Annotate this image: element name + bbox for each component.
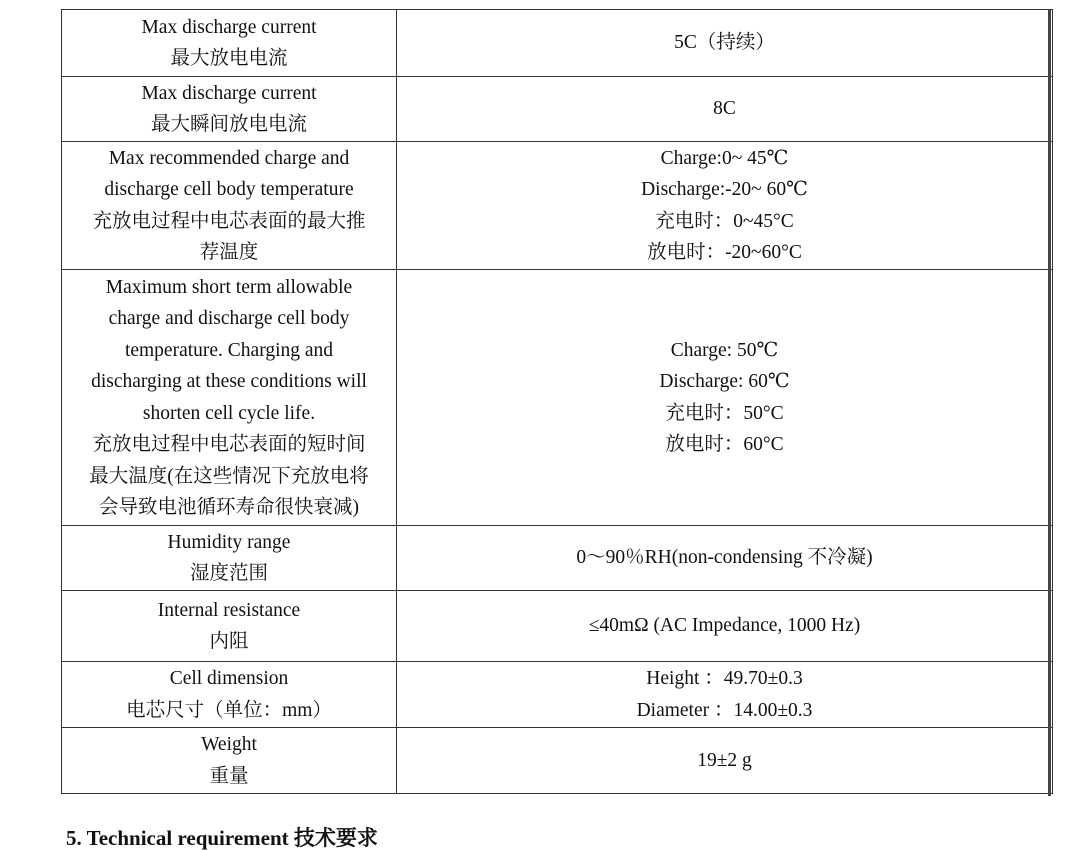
label-line: 充放电过程中电芯表面的短时间 bbox=[92, 434, 366, 455]
label-line: Maximum short term allowable bbox=[105, 276, 353, 298]
value-line: 充电时：50°C bbox=[665, 402, 784, 424]
value-line: 放电时：-20~60°C bbox=[647, 242, 802, 263]
row-max-discharge-current bbox=[62, 10, 1053, 77]
label-line: discharging at these conditions will bbox=[91, 371, 367, 392]
spec-table bbox=[61, 9, 1053, 794]
value-line: ≤40mΩ (AC Impedance, 1000 Hz) bbox=[588, 615, 861, 637]
label-line: Internal resistance bbox=[157, 599, 301, 621]
value-line: Diameter ：14.00±0.3 bbox=[636, 699, 813, 721]
label-line: Cell dimension bbox=[169, 668, 289, 689]
row-value bbox=[397, 270, 1053, 526]
value-line: 0～90％RH(non-condensing 不冷凝) bbox=[576, 547, 873, 569]
row-value bbox=[397, 591, 1053, 662]
value-line: 19±2 g bbox=[697, 749, 752, 771]
value-line: Discharge:-20~ 60℃ bbox=[641, 179, 808, 200]
row-label bbox=[62, 728, 397, 794]
label-line: Weight bbox=[201, 734, 257, 755]
row-recommended-temperature bbox=[62, 142, 1053, 270]
label-line: Max discharge current bbox=[141, 82, 317, 104]
row-label bbox=[62, 662, 397, 728]
label-line: shorten cell cycle life. bbox=[142, 402, 316, 424]
label-line: 最大放电电流 bbox=[170, 48, 288, 69]
row-short-term-temperature bbox=[62, 270, 1053, 526]
value-line: 5C（持续） bbox=[674, 32, 775, 54]
label-line: Max recommended charge and bbox=[108, 147, 350, 169]
value-line: 充电时：0~45°C bbox=[655, 210, 794, 232]
row-max-instant-discharge-current bbox=[62, 77, 1053, 142]
label-line: discharge cell body temperature bbox=[104, 179, 354, 200]
row-humidity-range bbox=[62, 526, 1053, 591]
label-line: 重量 bbox=[209, 765, 249, 787]
row-value bbox=[397, 142, 1053, 270]
row-label bbox=[62, 77, 397, 142]
row-label bbox=[62, 526, 397, 591]
row-value bbox=[397, 526, 1053, 591]
value-line: Charge:0~ 45℃ bbox=[660, 147, 789, 169]
row-internal-resistance bbox=[62, 591, 1053, 662]
label-line: 充放电过程中电芯表面的最大推 bbox=[92, 210, 366, 232]
section-heading: 5. Technical requirement 技术要求 bbox=[66, 826, 378, 850]
value-line: Charge: 50℃ bbox=[670, 339, 779, 361]
label-line: 内阻 bbox=[209, 631, 249, 652]
value-line: Discharge: 60℃ bbox=[659, 371, 790, 392]
label-line: 会导致电池循环寿命很快衰减) bbox=[99, 497, 359, 518]
row-label bbox=[62, 270, 397, 526]
row-label bbox=[62, 10, 397, 77]
label-line: 荐温度 bbox=[199, 242, 259, 263]
label-line: 最大瞬间放电电流 bbox=[150, 114, 307, 135]
label-line: Max discharge current bbox=[141, 16, 317, 38]
row-value bbox=[397, 662, 1053, 728]
row-value bbox=[397, 10, 1053, 77]
label-line: 最大温度(在这些情况下充放电将 bbox=[89, 465, 369, 487]
row-weight bbox=[62, 728, 1053, 794]
row-label bbox=[62, 591, 397, 662]
value-line: Height ：49.70±0.3 bbox=[646, 668, 803, 689]
label-line: temperature. Charging and bbox=[124, 339, 334, 361]
label-line: charge and discharge cell body bbox=[108, 308, 350, 329]
row-cell-dimension bbox=[62, 662, 1053, 728]
row-label bbox=[62, 142, 397, 270]
label-line: 湿度范围 bbox=[189, 563, 268, 584]
page-frame-border bbox=[1048, 9, 1051, 796]
row-value bbox=[397, 77, 1053, 142]
row-value bbox=[397, 728, 1053, 794]
value-line: 放电时：60°C bbox=[665, 434, 784, 455]
value-line: 8C bbox=[713, 98, 736, 120]
label-line: Humidity range bbox=[167, 531, 291, 553]
label-line: 电芯尺寸（单位：mm） bbox=[126, 699, 332, 721]
